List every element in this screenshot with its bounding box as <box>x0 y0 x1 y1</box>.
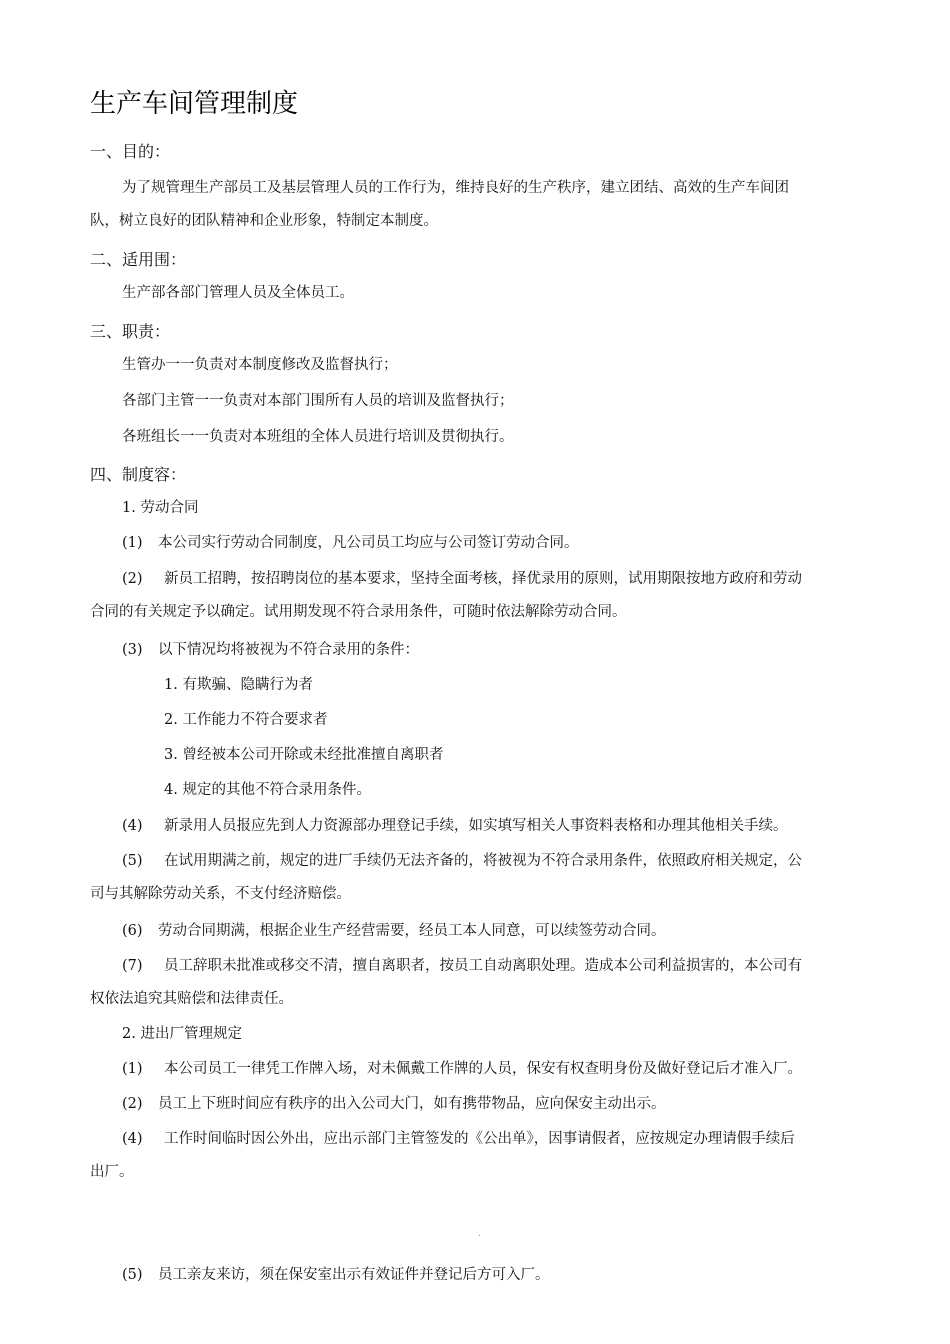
clause-number: (1) <box>122 535 143 551</box>
scope-text: 生产部各部门管理人员及全体员工。 <box>122 285 354 301</box>
clause-number: (5) <box>122 1267 143 1283</box>
clause-text: 本公司员工一律凭工作牌入场，对未佩戴工作牌的人员，保安有权查明身份及做好登记后才准入厂。 <box>164 1061 802 1077</box>
clause-text: 员工亲友来访，须在保安室出示有效证件并登记后方可入厂。 <box>158 1267 550 1283</box>
section-heading-purpose: 一、目的： <box>90 142 171 161</box>
section-heading-content: 四、制度容： <box>90 465 187 484</box>
entry-clause-2 <box>122 1093 666 1115</box>
clause-number: (6) <box>122 923 143 939</box>
clause-4 <box>122 815 788 837</box>
duty-line-1: 生管办一一负责对本制度修改及监督执行； <box>122 357 398 373</box>
duty-line-3: 各班组长一一负责对本班组的全体人员进行培训及贯彻执行。 <box>122 429 514 445</box>
clause-text: 员工上下班时间应有秩序的出入公司大门，如有携带物品，应向保安主动出示。 <box>158 1096 666 1112</box>
section-heading-duties: 三、职责： <box>90 322 171 341</box>
clause-text: 在试用期满之前，规定的进厂手续仍无法齐备的，将被视为不符合录用条件，依照政府相关规定，公 <box>164 853 802 869</box>
clause-5-line-1 <box>122 850 802 872</box>
clause-number: (5) <box>122 853 143 869</box>
clause-number: (2) <box>122 1096 143 1112</box>
clause-number: (3) <box>122 642 143 658</box>
list-item: 2. 工作能力不符合要求者 <box>164 712 328 728</box>
subsection-entry-exit: 2. 进出厂管理规定 <box>122 1026 242 1042</box>
clause-text: 工作时间临时因公外出，应出示部门主管签发的《公出单》，因事请假者，应按规定办理请假手续后 <box>164 1131 795 1147</box>
clause-7-line-1 <box>122 955 802 977</box>
entry-clause-4-line-1 <box>122 1128 795 1150</box>
entry-clause-5 <box>122 1264 550 1286</box>
clause-number: (4) <box>122 1131 143 1147</box>
clause-2-line-2: 合同的有关规定予以确定。试用期发现不符合录用条件，可随时依法解除劳动合同。 <box>90 604 627 620</box>
entry-clause-1 <box>122 1058 802 1080</box>
clause-number: (7) <box>122 958 143 974</box>
clause-3 <box>122 639 419 661</box>
purpose-text-line-2: 队，树立良好的团队精神和企业形象，特制定本制度。 <box>90 213 438 229</box>
section-heading-scope: 二、适用围： <box>90 250 187 269</box>
clause-number: (4) <box>122 818 143 834</box>
clause-1 <box>122 532 579 554</box>
list-item: 4. 规定的其他不符合录用条件。 <box>164 782 371 798</box>
clause-number: (1) <box>122 1061 143 1077</box>
clause-text: 劳动合同期满，根据企业生产经营需要，经员工本人同意，可以续签劳动合同。 <box>158 923 666 939</box>
clause-text: 以下情况均将被视为不符合录用的条件： <box>158 642 419 658</box>
clause-text: 员工辞职未批准或移交不清，擅自离职者，按员工自动离职处理。造成本公司利益损害的，本公司有 <box>164 958 802 974</box>
clause-text: 新员工招聘，按招聘岗位的基本要求，坚持全面考核，择优录用的原则，试用期限按地方政府和劳动 <box>164 571 802 587</box>
duty-line-2: 各部门主管一一负责对本部门围所有人员的培训及监督执行； <box>122 393 514 409</box>
clause-2-line-1 <box>122 568 802 590</box>
page-title: 生产车间管理制度 <box>90 89 299 119</box>
list-item: 3. 曾经被本公司开除或未经批准擅自离职者 <box>164 747 444 763</box>
purpose-text-line-1: 为了规管理生产部员工及基层管理人员的工作行为，维持良好的生产秩序，建立团结、高效的生产车间团 <box>122 180 789 196</box>
clause-text: 新录用人员报应先到人力资源部办理登记手续，如实填写相关人事资料表格和办理其他相关手续。 <box>164 818 788 834</box>
clause-6 <box>122 920 666 942</box>
clause-number: (2) <box>122 571 143 587</box>
clause-7-line-2: 权依法追究其赔偿和法律责任。 <box>90 991 293 1007</box>
clause-5-line-2: 司与其解除劳动关系，不支付经济赔偿。 <box>90 886 351 902</box>
subsection-labor-contract: 1. 劳动合同 <box>122 500 199 516</box>
list-item: 1. 有欺骗、隐瞒行为者 <box>164 677 313 693</box>
clause-text: 本公司实行劳动合同制度，凡公司员工均应与公司签订劳动合同。 <box>158 535 579 551</box>
entry-clause-4-line-2: 出厂。 <box>90 1164 134 1180</box>
page-mark: . <box>478 1228 482 1239</box>
